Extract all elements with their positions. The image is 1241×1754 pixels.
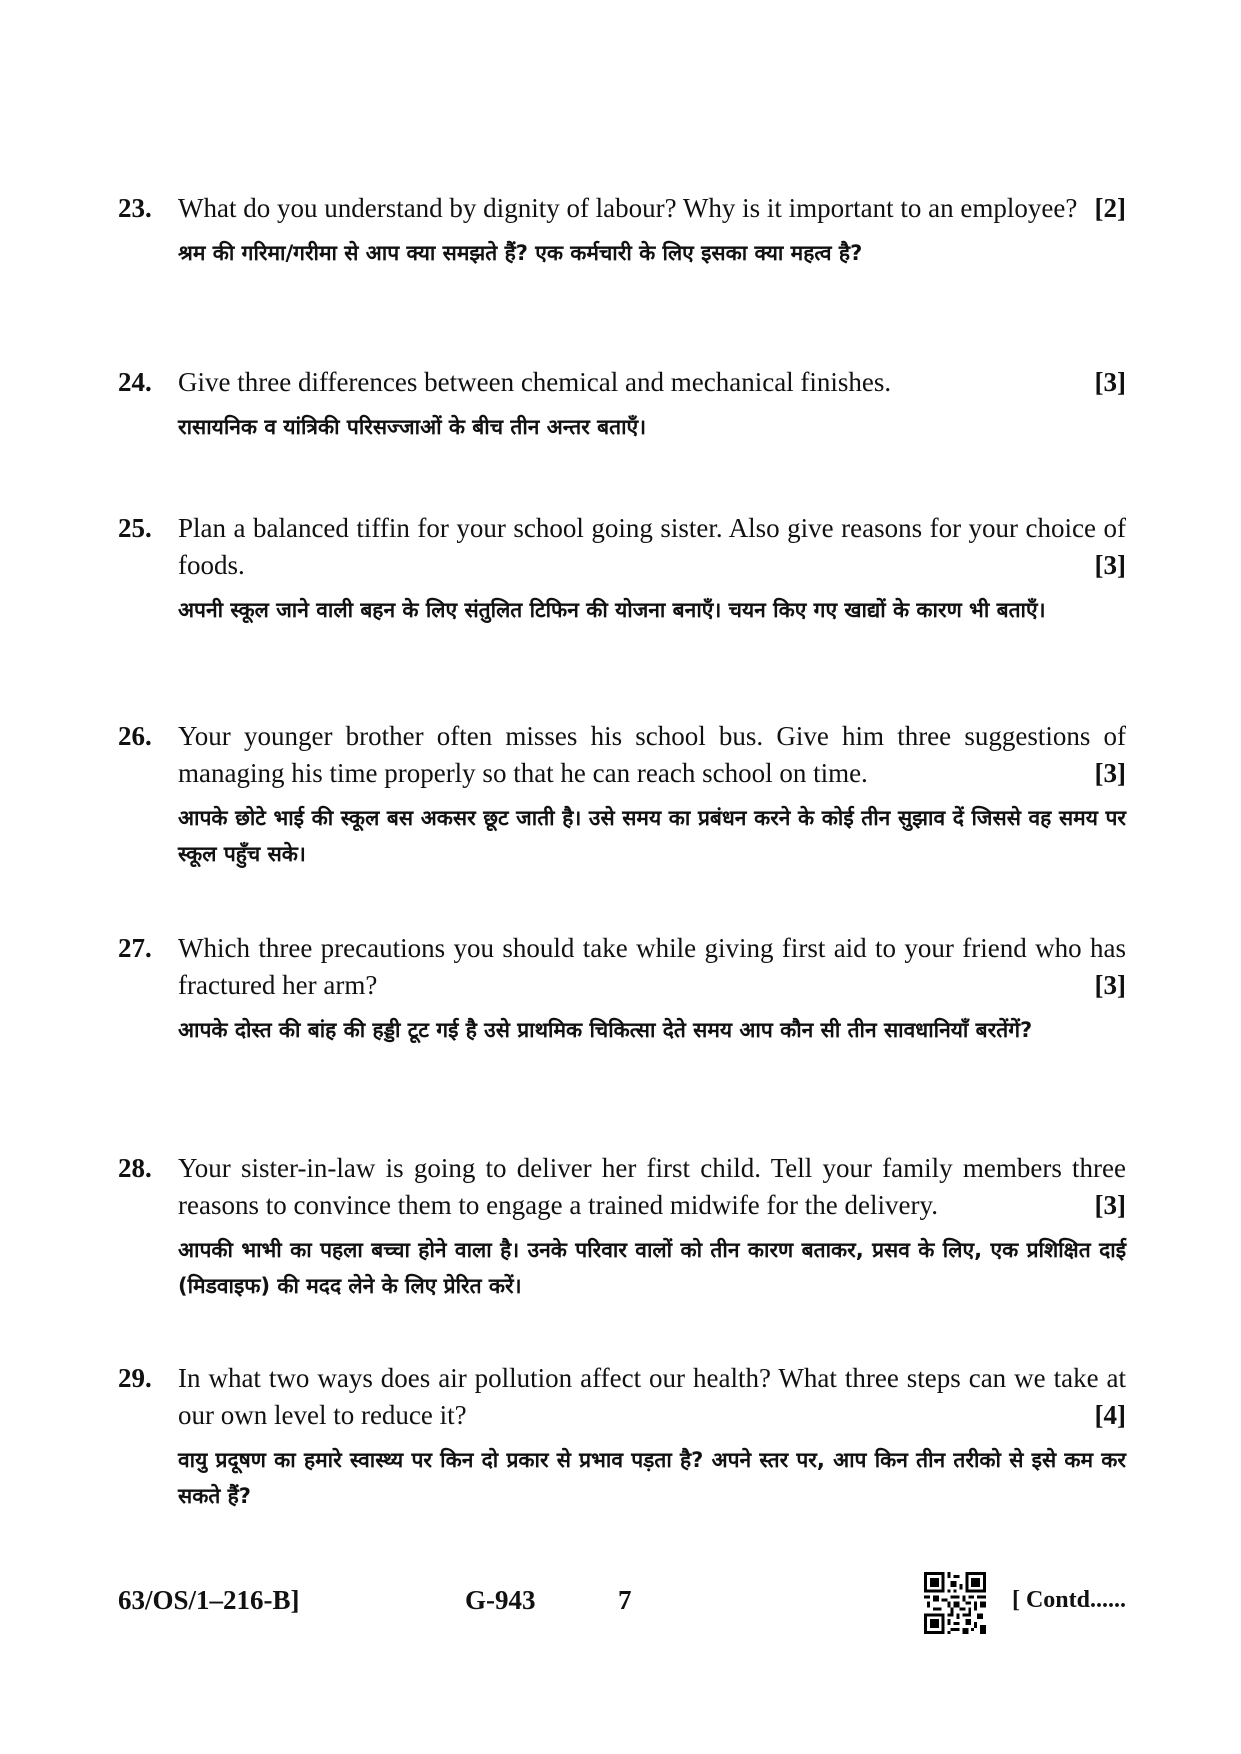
question-text-hindi: श्रम की गरिमा/गरीमा से आप क्या समझते हैं? एक कर्मचारी के लिए इसका क्या महत्व है? xyxy=(178,241,863,265)
question-text-hindi: अपनी स्कूल जाने वाली बहन के लिए संतुलित टिफिन की योजना बनाएँ। चयन किए गए खाद्यों के कारण भी बताएँ। xyxy=(178,598,1046,622)
marks-badge: [3] xyxy=(1094,1190,1126,1220)
question-english: Your younger brother often misses his school bus. Give him three suggestions of managing his time properly so that he can reach school on time. xyxy=(178,721,1126,788)
question-text-hindi: वायु प्रदूषण का हमारे स्वास्थ्य पर किन दो प्रकार से प्रभाव पड़ता है? अपने स्तर पर, आप किन तीन तरीको से इसे कम कर सकते हैं? xyxy=(178,1448,1126,1508)
question-28 xyxy=(118,1150,1126,1304)
question-number: 26. xyxy=(118,721,152,751)
question-number: 23. xyxy=(118,193,152,223)
marks-badge: [4] xyxy=(1094,1400,1126,1430)
question-number: 25. xyxy=(118,513,152,543)
question-english: Give three differences between chemical and mechanical finishes. xyxy=(178,367,892,397)
question-english: Which three precautions you should take while giving first aid to your friend who has fractured her arm? xyxy=(178,933,1126,1000)
question-text-english xyxy=(178,1360,1126,1434)
question-text-hindi: आपके दोस्त की बांह की हड्डी टूट गई है उसे प्राथमिक चिकित्सा देते समय आप कौन सी तीन सावधानियाँ बरतेंगें? xyxy=(178,1018,1033,1042)
page-number: 7 xyxy=(618,1585,632,1615)
question-number: 29. xyxy=(118,1363,152,1393)
qr-code-icon xyxy=(924,1572,986,1634)
paper-code: 63/OS/1–216-B] xyxy=(118,1585,300,1615)
question-29 xyxy=(118,1360,1126,1514)
question-25 xyxy=(118,510,1126,628)
question-text-hindi: आपके छोटे भाई की स्कूल बस अकसर छूट जाती है। उसे समय का प्रबंधन करने के कोई तीन सुझाव दें जिससे वह समय पर स्कूल पहुँच सके। xyxy=(178,806,1126,866)
question-text-english xyxy=(178,364,1126,401)
question-text-hindi: आपकी भाभी का पहला बच्चा होने वाला है। उनके परिवार वालों को तीन कारण बताकर, प्रसव के लिए, एक प्रशिक्षित दाई (मिडवाइफ) की मदद लेने के लिए प्रेरित करें। xyxy=(178,1238,1126,1298)
set-code: G-943 xyxy=(465,1585,536,1615)
question-text-english xyxy=(178,930,1126,1004)
question-english: Your sister-in-law is going to deliver her first child. Tell your family members three reasons to convince them to engage a trained midwife for the delivery. xyxy=(178,1153,1126,1220)
marks-badge: [3] xyxy=(1094,550,1126,580)
question-24 xyxy=(118,364,1126,445)
question-text-english xyxy=(178,718,1126,792)
marks-badge: [2] xyxy=(1094,193,1126,223)
question-text-english xyxy=(178,1150,1126,1224)
marks-badge: [3] xyxy=(1094,367,1126,397)
question-number: 24. xyxy=(118,367,152,397)
question-english: In what two ways does air pollution affect our health? What three steps can we take at our own level to reduce it? xyxy=(178,1363,1126,1430)
question-number: 27. xyxy=(118,933,152,963)
question-26 xyxy=(118,718,1126,872)
question-text-hindi: रासायनिक व यांत्रिकी परिसज्जाओं के बीच तीन अन्तर बताएँ। xyxy=(178,415,647,439)
question-english: Plan a balanced tiffin for your school going sister. Also give reasons for your choice of foods. xyxy=(178,513,1126,580)
question-23 xyxy=(118,190,1126,271)
page-footer xyxy=(118,1580,1126,1626)
marks-badge: [3] xyxy=(1094,970,1126,1000)
question-27 xyxy=(118,930,1126,1048)
continued-label: [ Contd...... xyxy=(1011,1587,1126,1613)
question-text-english xyxy=(178,510,1126,584)
question-number: 28. xyxy=(118,1153,152,1183)
question-text-english xyxy=(178,190,1126,227)
marks-badge: [3] xyxy=(1094,758,1126,788)
question-english: What do you understand by dignity of labour? Why is it important to an employee? xyxy=(178,193,1078,223)
